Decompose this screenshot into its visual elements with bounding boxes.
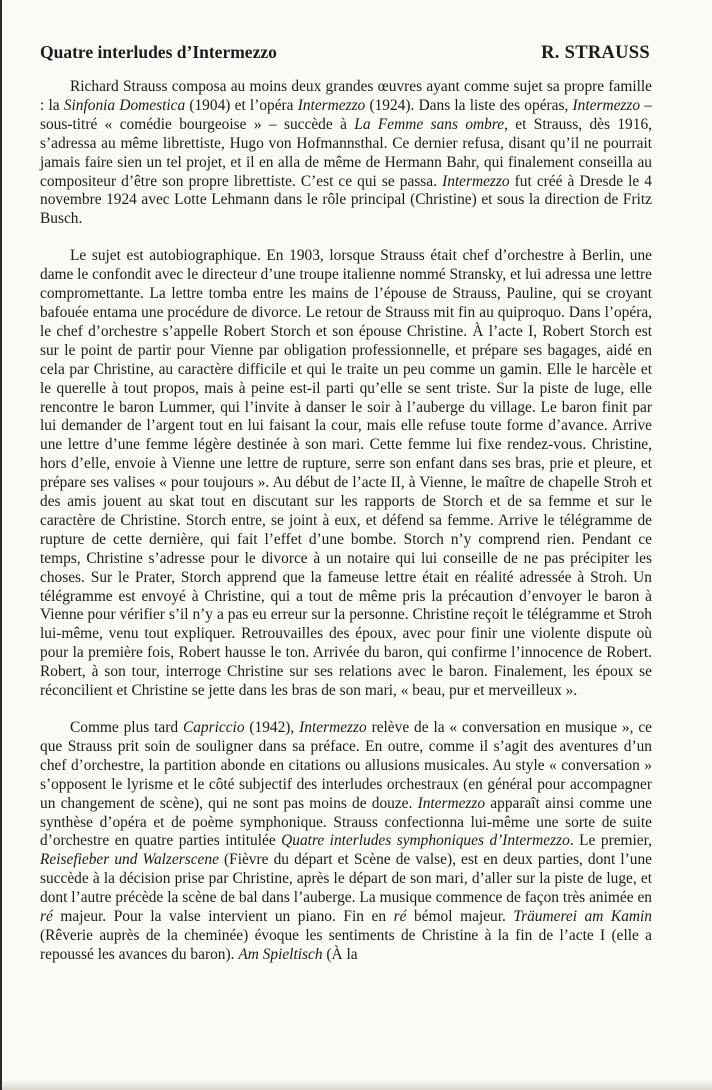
page-title: Quatre interludes d’Intermezzo	[40, 42, 277, 62]
composer-name: R. STRAUSS	[541, 43, 650, 63]
italic-run: Intermezzo	[299, 719, 367, 736]
italic-run: Träumerei am Kamin	[513, 908, 652, 926]
text-run: (1904) et l’opéra	[185, 96, 298, 114]
text-run: (À la	[322, 945, 358, 963]
italic-run: Capriccio	[182, 719, 245, 736]
italic-run: Intermezzo	[442, 172, 510, 190]
text-run: Le sujet est autobiographique. En 1903, lorsque Strauss était chef d’orchestre à Berlin, une dame le confondit avec le directeur d’une troupe italienne nommé Stransky, et lui adressa une lettre compromettante. La lettre tomba entre les mains de l’épouse de Strauss, Pauline, qui se croyant bafouée entama une procédure de divorce. Le retour de Strauss mit fin au quiproquo. Dans l’opéra, le chef d’orchestre s’appelle Robert Storch et son épouse Christine. À l’acte I, Robert Storch est sur le point de partir pour Vienne par obligation professionnelle, et prépare ses bagages, aidé en cela par Christine, au caractère difficile et qui le traite un peu comme un gamin. Elle le harcèle et le querelle à tout propos, mais à peine est-il parti qu’elle se sent triste. Sur la piste de luge, elle rencontre le baron Lummer, qui l’invite à danser le soir à l’auberge du village. Le baron finit par lui demander de l’argent tout en lui faisant la cour, mais elle refuse toute forme d’avance. Arrive une lettre d’une femme légère destinée à son mari. Cette femme lui fixe rendez-vous. Christine, hors d’elle, envoie à Vienne une lettre de rupture, serre son enfant dans ses bras, prie et pleure, et prépare ses valises « pour toujours ». Au début de l’acte II, à Vienne, le maître de chapelle Stroh et des amis jouent au skat tout en discutant sur les rapports de Storch et de sa femme et sur le caractère de Christine. Storch entre, se joint à eux, et défend sa femme. Arrive le télégramme de rupture de cette dernière, qui fait l’effet d’une bombe. Storch n’y comprend rien. Pendant ce temps, Christine s’adresse pour le divorce à un notaire qui lui conseille de ne pas précipiter les choses. Sur le Prater, Storch apprend que la fameuse lettre était en réalité adressée à Stroh. Un télégramme est envoyé à Christine, qui a tout de même pris la précaution d’envoyer le baron à Vienne pour vérifier s’il n’y a pas eu erreur sur la personne. Christine reçoit le télégramme et Stroh lui-même, venu tout expliquer. Retrouvailles des époux, avec pour finir une violente dispute où pour la première fois, Robert hausse le ton. Arrivée du baron, qui confirme l’innocence de Robert. Robert, à son tour, interroge Christine sur ses relations avec le baron. Finalement, les époux se réconcilient et Christine se jette dans les bras de son mari, « beau, pur et merveilleux ».	[40, 247, 652, 700]
text-run: apparaît ainsi comme une synthèse d’opéra et de poème symphonique. Strauss confectionna lui-même une sorte de suite d’orchestre en quatre parties intitulée	[40, 794, 652, 850]
italic-run: La Femme sans ombre	[354, 115, 505, 133]
italic-run: ré	[393, 908, 407, 926]
italic-run: Intermezzo	[417, 794, 486, 812]
page-header	[40, 42, 650, 64]
text-run: Comme plus tard	[70, 719, 183, 736]
text-run: (1942),	[244, 719, 300, 736]
italic-run: Am Spieltisch	[238, 945, 323, 963]
text-run: Richard Strauss composa au moins deux grandes œuvres ayant comme sujet sa propre famille : la	[40, 78, 652, 114]
italic-run: Intermezzo	[297, 96, 366, 114]
paragraph-2	[40, 247, 652, 701]
text-run: bémol majeur.	[406, 908, 514, 926]
paragraph-1	[40, 78, 652, 229]
text-run: (Fièvre du départ et Scène de valse), est en deux parties, dont l’une succède à la décision prise par Christine, après le départ de son mari, d’aller sur la piste de luge, et dont l’autre précède la scène de bal dans l’auberge. La musique commence de façon très animée en	[40, 851, 652, 907]
article-body	[40, 78, 652, 965]
text-run: , et Strauss, dès 1916, s’adressa au même librettiste, Hugo von Hofmannsthal. Ce dernier refusa, disant qu’il ne pourrait jamais faire sien un tel projet, et il en alla de même de Hermann Bahr, qui finalement conseilla au compositeur d’être son propre librettiste. C’est ce qui se passa.	[40, 115, 652, 190]
text-run: relève de la « conversation en musique », ce que Strauss prit soin de souligner dans sa préface. En outre, comme il s’agit des aventures d’un chef d’orchestre, la partition abonde en citations ou allusions musicales. Au style « conversation » s’opposent le lyrisme et le côté subjectif des interludes orchestraux (en général pour accompagner un changement de scène), qui ne sont pas moins de douze.	[40, 719, 653, 812]
italic-run: ré	[40, 908, 53, 926]
text-run: (Rêverie auprès de la cheminée) évoque les sentiments de Christine à la fin de l’acte I (elle a repoussé les avances du baron).	[40, 926, 652, 963]
paragraph-3	[40, 719, 652, 965]
text-run: – sous-titré « comédie bourgeoise » – succède à	[40, 96, 652, 133]
text-run: majeur. Pour la valse intervient un piano. Fin en	[52, 908, 394, 926]
text-run: . Le premier,	[569, 832, 652, 850]
italic-run: Quatre interludes symphoniques d’Intermezzo	[281, 832, 570, 850]
text-run: fut créé à Dresde le 4 novembre 1924 avec Lotte Lehmann dans le rôle principal (Christine) et sous la direction de Fritz Busch.	[40, 172, 652, 228]
italic-run: Reisefieber und Walzerscene	[40, 851, 219, 869]
italic-run: Intermezzo	[572, 96, 641, 114]
text-run: (1924). Dans la liste des opéras,	[365, 96, 573, 114]
italic-run: Sinfonia Domestica	[63, 96, 186, 114]
page-bottom-edge	[2, 1080, 712, 1090]
